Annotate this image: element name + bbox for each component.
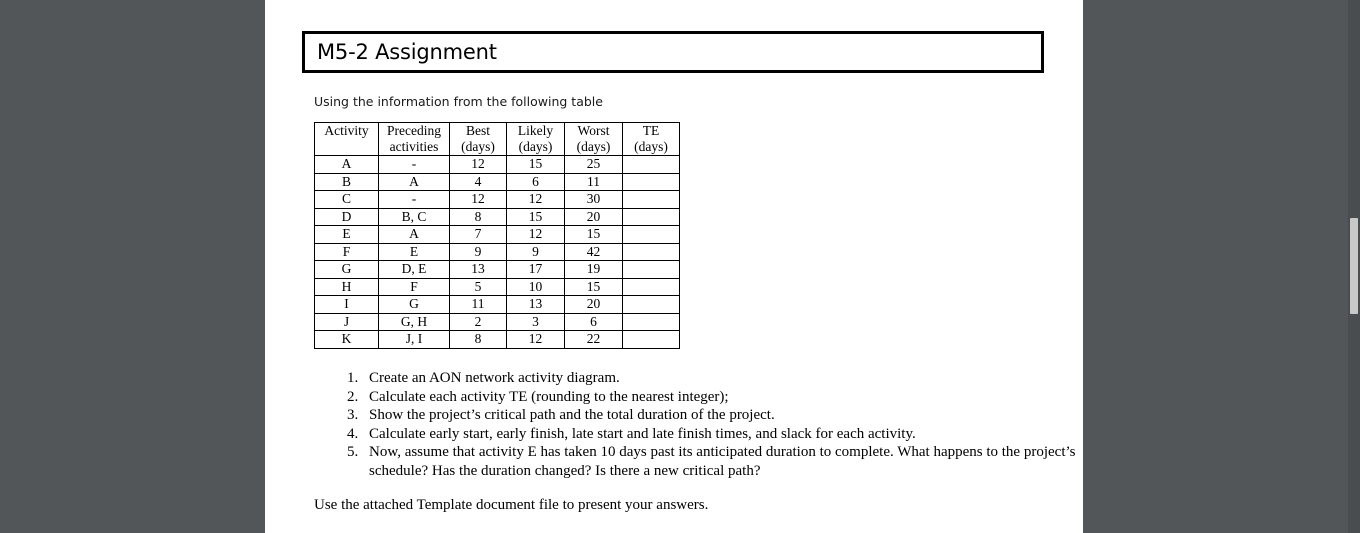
cell-likely: 12 bbox=[507, 226, 565, 244]
header-worst: Worst (days) bbox=[565, 123, 623, 156]
cell-worst: 11 bbox=[565, 173, 623, 191]
cell-likely: 3 bbox=[507, 313, 565, 331]
cell-activity: J bbox=[315, 313, 379, 331]
cell-likely: 17 bbox=[507, 261, 565, 279]
table-row bbox=[315, 173, 680, 191]
cell-worst: 20 bbox=[565, 296, 623, 314]
cell-worst: 25 bbox=[565, 156, 623, 174]
cell-best: 12 bbox=[450, 156, 507, 174]
cell-best: 8 bbox=[450, 208, 507, 226]
cell-best: 8 bbox=[450, 331, 507, 349]
cell-preceding: E bbox=[379, 243, 450, 261]
cell-preceding: A bbox=[379, 226, 450, 244]
cell-preceding: - bbox=[379, 191, 450, 209]
cell-likely: 12 bbox=[507, 331, 565, 349]
cell-preceding: G bbox=[379, 296, 450, 314]
document-page bbox=[265, 0, 1083, 533]
cell-best: 2 bbox=[450, 313, 507, 331]
cell-te bbox=[623, 243, 680, 261]
cell-activity: A bbox=[315, 156, 379, 174]
cell-worst: 30 bbox=[565, 191, 623, 209]
intro-text: Using the information from the following table bbox=[314, 94, 603, 109]
cell-best: 9 bbox=[450, 243, 507, 261]
cell-activity: B bbox=[315, 173, 379, 191]
cell-best: 12 bbox=[450, 191, 507, 209]
cell-activity: F bbox=[315, 243, 379, 261]
table-row bbox=[315, 278, 680, 296]
cell-activity: D bbox=[315, 208, 379, 226]
header-te: TE (days) bbox=[623, 123, 680, 156]
table-row bbox=[315, 191, 680, 209]
vertical-scrollbar[interactable] bbox=[1348, 0, 1360, 533]
cell-likely: 15 bbox=[507, 156, 565, 174]
cell-te bbox=[623, 156, 680, 174]
table-row bbox=[315, 243, 680, 261]
cell-te bbox=[623, 313, 680, 331]
cell-activity: K bbox=[315, 331, 379, 349]
cell-preceding: - bbox=[379, 156, 450, 174]
cell-best: 5 bbox=[450, 278, 507, 296]
footer-instruction: Use the attached Template document file to present your answers. bbox=[314, 497, 709, 513]
cell-worst: 19 bbox=[565, 261, 623, 279]
header-preceding: Preceding activities bbox=[379, 123, 450, 156]
table-row bbox=[315, 208, 680, 226]
cell-te bbox=[623, 191, 680, 209]
cell-likely: 15 bbox=[507, 208, 565, 226]
table-row bbox=[315, 261, 680, 279]
cell-best: 7 bbox=[450, 226, 507, 244]
cell-worst: 22 bbox=[565, 331, 623, 349]
cell-te bbox=[623, 226, 680, 244]
task-item: 3. Show the project’s critical path and the total duration of the project. bbox=[362, 406, 1082, 425]
task-list bbox=[315, 369, 1082, 480]
cell-worst: 15 bbox=[565, 226, 623, 244]
cell-worst: 6 bbox=[565, 313, 623, 331]
cell-likely: 13 bbox=[507, 296, 565, 314]
task-item: 2. Calculate each activity TE (rounding to the nearest integer); bbox=[362, 388, 1082, 407]
cell-preceding: A bbox=[379, 173, 450, 191]
cell-activity: I bbox=[315, 296, 379, 314]
table-row bbox=[315, 226, 680, 244]
cell-worst: 15 bbox=[565, 278, 623, 296]
cell-activity: G bbox=[315, 261, 379, 279]
table-row bbox=[315, 296, 680, 314]
cell-best: 11 bbox=[450, 296, 507, 314]
task-item: 1. Create an AON network activity diagram. bbox=[362, 369, 1082, 388]
table-row bbox=[315, 313, 680, 331]
title-box bbox=[302, 31, 1044, 73]
page-title: M5-2 Assignment bbox=[317, 40, 497, 64]
cell-te bbox=[623, 296, 680, 314]
table-header-row bbox=[315, 123, 680, 156]
activity-table bbox=[314, 122, 680, 349]
cell-likely: 6 bbox=[507, 173, 565, 191]
cell-likely: 10 bbox=[507, 278, 565, 296]
cell-best: 13 bbox=[450, 261, 507, 279]
cell-preceding: G, H bbox=[379, 313, 450, 331]
cell-preceding: D, E bbox=[379, 261, 450, 279]
cell-te bbox=[623, 331, 680, 349]
cell-te bbox=[623, 261, 680, 279]
cell-preceding: F bbox=[379, 278, 450, 296]
header-activity: Activity bbox=[315, 123, 379, 156]
cell-te bbox=[623, 173, 680, 191]
task-item: 5. Now, assume that activity E has taken 10 days past its anticipated duration to complete. What happens to the project’s schedule? Has the duration changed? Is there a new critical path? bbox=[362, 443, 1082, 480]
task-item: 4. Calculate early start, early finish, late start and late finish times, and slack for each activity. bbox=[362, 425, 1082, 444]
cell-likely: 9 bbox=[507, 243, 565, 261]
cell-best: 4 bbox=[450, 173, 507, 191]
cell-activity: H bbox=[315, 278, 379, 296]
cell-preceding: B, C bbox=[379, 208, 450, 226]
cell-preceding: J, I bbox=[379, 331, 450, 349]
table-row bbox=[315, 156, 680, 174]
table-row bbox=[315, 331, 680, 349]
cell-worst: 20 bbox=[565, 208, 623, 226]
header-best: Best (days) bbox=[450, 123, 507, 156]
cell-te bbox=[623, 278, 680, 296]
scrollbar-thumb[interactable] bbox=[1350, 218, 1358, 314]
cell-likely: 12 bbox=[507, 191, 565, 209]
cell-worst: 42 bbox=[565, 243, 623, 261]
cell-te bbox=[623, 208, 680, 226]
cell-activity: E bbox=[315, 226, 379, 244]
cell-activity: C bbox=[315, 191, 379, 209]
header-likely: Likely (days) bbox=[507, 123, 565, 156]
